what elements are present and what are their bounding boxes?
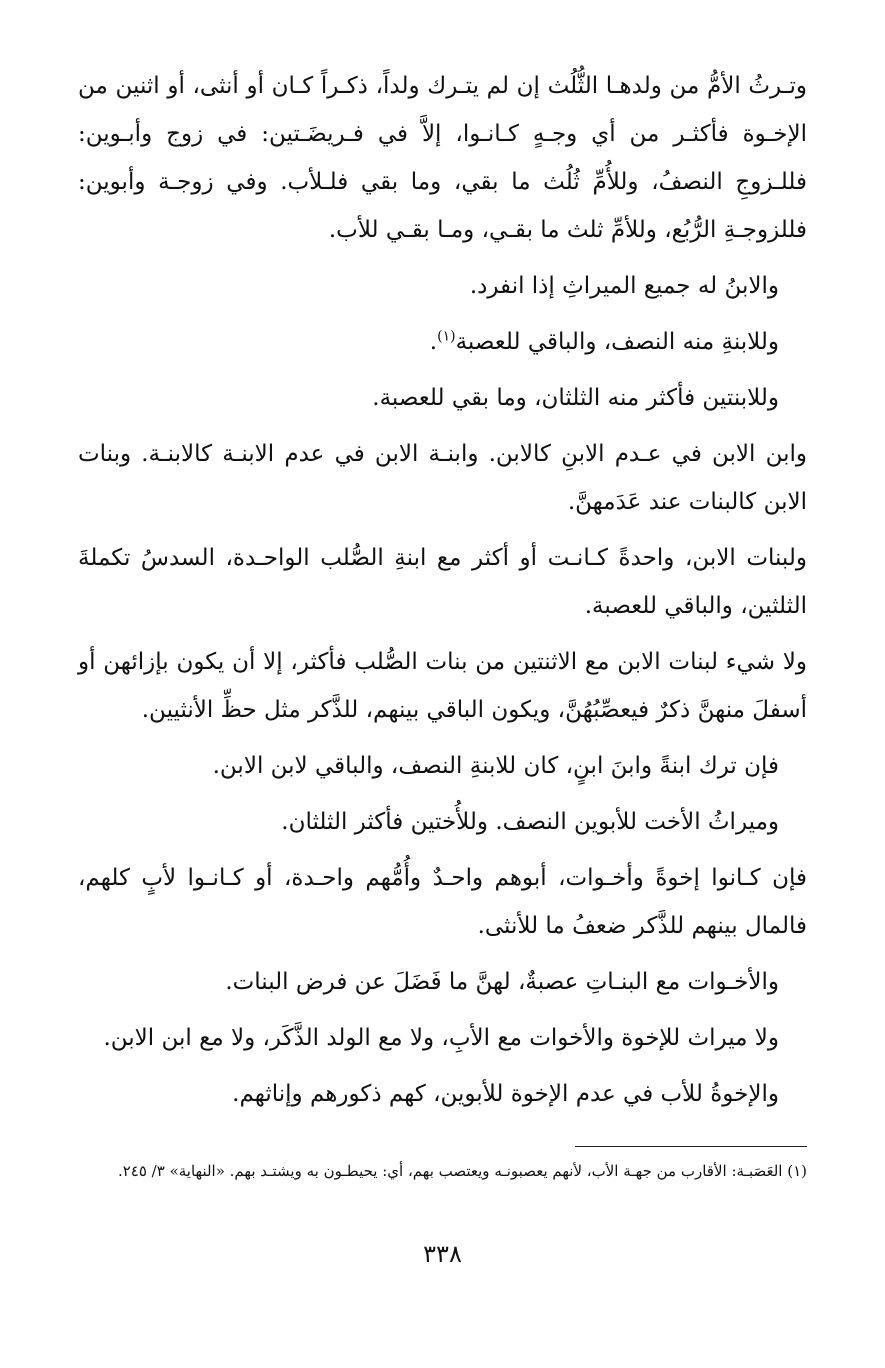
paragraph-mother-inheritance: وتـرثُ الأمُّ من ولدهـا الثُّلُث إن لم يتـرك ولداً، ذكـراً كـان أو أنثى، أو اثنين من الإخـوة فأكثـر من أي وجـهٍ كـانـوا، إلاَّ في فـريضَـتين: في زوج وأبـوين: فللـزوجِ النصفُ، وللأُمِّ ثُلُث ما بقي، وما بقي فلـلأب. وفي زوجـة وأبوين: فللزوجـةِ الرُّبُع، وللأمِّ ثلث ما بقـي، ومـا بقـي للأب. xyxy=(78,73,807,243)
footnote-reference: (١) xyxy=(437,328,456,345)
paragraph-sister-inheritance: وميراثُ الأخت للأبوين النصف. وللأُختين فأكثر الثلثان. xyxy=(281,809,779,835)
footnotes xyxy=(78,1156,807,1187)
paragraph-granddaughters-sixth: ولبنات الابن، واحدةً كـانـت أو أكثر مع ابنةِ الصُّلب الواحـدة، السدسُ تكملةَ الثلثين، والباقي للعصبة. xyxy=(78,545,807,619)
footnote-1: (١) العَصَبـة: الأقارب من جهـة الأب، لأنهم يعصبونـه ويعتصب بهم، أي: يحيطـون به ويشتـد بهم. «النهاية» ٣/ ٢٤٥. xyxy=(117,1162,807,1180)
paragraph-granddaughters-excluded: ولا شيء لبنات الابن مع الاثنتين من بنات الصُّلب فأكثر، إلا أن يكون بإزائهن أو أسفلَ منهنَّ ذكرٌ فيعصِّبُهُنَّ، ويكون الباقي بينهم، للذَّكر مثل حظِّ الأنثيين. xyxy=(78,649,807,723)
paragraph-siblings-shares: فإن كـانوا إخوةً وأخـوات، أبوهم واحـدٌ وأُمُّهم واحـدة، أو كـانـوا لأبٍ كلهم، فالمال بينهم للذَّكر ضعفُ ما للأنثى. xyxy=(78,865,807,939)
paragraph-daughter-and-grandson: فإن ترك ابنةً وابنَ ابنٍ، كان للابنةِ النصف، والباقي لابن الابن. xyxy=(212,753,779,779)
main-text xyxy=(78,62,807,1118)
paragraph-siblings-excluded: ولا ميراث للإخوة والأخوات مع الأبِ، ولا مع الولد الذَّكَر، ولا مع ابن الابن. xyxy=(103,1025,779,1051)
page-number: ٣٣٨ xyxy=(423,1240,462,1268)
paragraph-daughter-inheritance xyxy=(78,318,807,366)
paragraph-end-mark: . xyxy=(429,329,438,355)
paragraph-sisters-with-daughters: والأخـوات مع البنـاتِ عصبةٌ، لهنَّ ما فَضَلَ عن فرض البنات. xyxy=(225,969,779,995)
paragraph-grandchildren: وابن الابن في عـدم الابنِ كالابن. وابنـة الابن في عدم الابنـة كالابنـة. وبنات الابن كالبنات عند عَدَمهنَّ. xyxy=(78,441,807,515)
paragraph-son-inheritance: والابنُ له جميع الميراثِ إذا انفرد. xyxy=(469,273,779,299)
footnote-divider xyxy=(575,1146,807,1147)
paragraph-daughter-text: وللابنةِ منه النصف، والباقي للعصبة xyxy=(455,329,779,355)
paragraph-paternal-siblings: والإخوةُ للأب في عدم الإخوة للأبوين، كهم ذكورهم وإناثهم. xyxy=(232,1081,779,1107)
paragraph-two-daughters: وللابنتين فأكثر منه الثلثان، وما بقي للعصبة. xyxy=(372,385,779,411)
